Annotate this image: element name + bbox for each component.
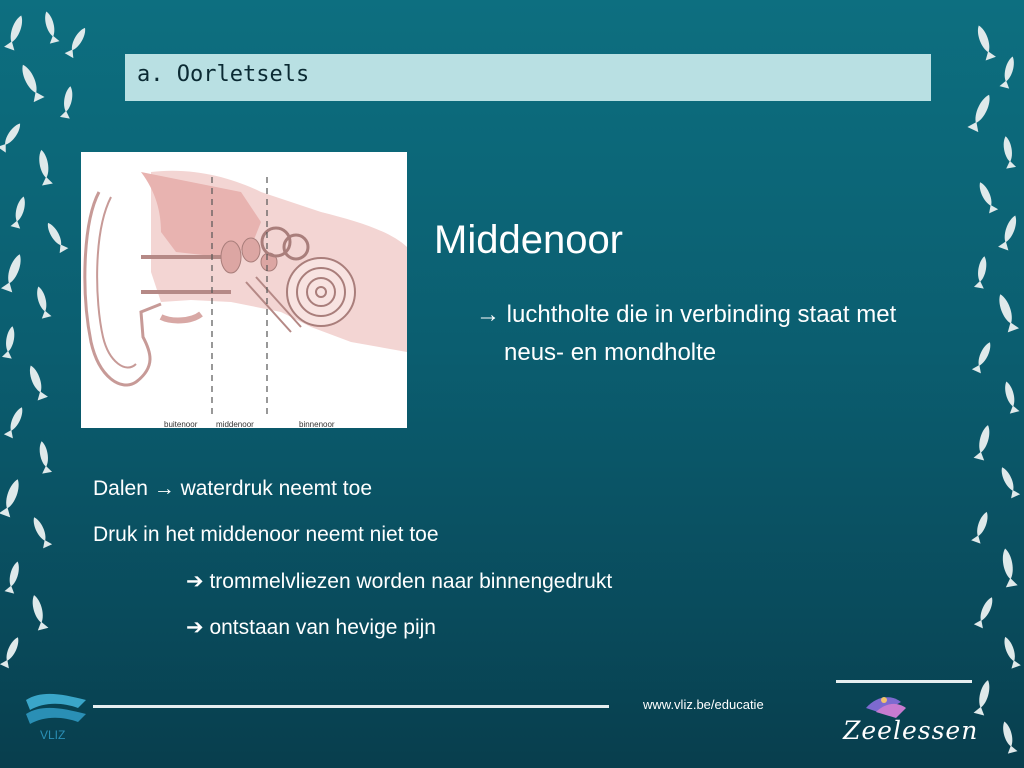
bold-arrow-icon: ➔ [186,616,204,639]
fish-border-right [964,0,1024,768]
definition-block [476,296,996,372]
definition-text-2: neus- en mondholte [504,339,717,366]
bullet-trommelvliezen [186,569,612,594]
slide-title: a. Oorletsels [137,62,310,87]
bullet-text: trommelvliezen worden naar binnengedrukt [209,570,613,593]
bullet-text-after: waterdruk neemt toe [180,477,372,500]
bullet-druk: Druk in het middenoor neemt niet toe [93,523,439,546]
arrow-icon: → [153,477,175,500]
ear-anatomy-figure [81,152,407,428]
definition-line-1 [476,296,996,334]
fish-border-left [0,0,92,768]
definition-text-1: luchtholte die in verbinding staat met [506,301,897,328]
vliz-logo-text: VLIZ [40,728,66,742]
slide-title-bar [125,54,931,101]
bold-arrow-icon: ➔ [186,570,204,593]
bullet-text-before: Dalen [93,477,148,500]
zeelessen-logo-text: Zeelessen [843,716,979,745]
bullet-pijn [186,615,436,640]
label-binnenoor: binnenoor [299,420,335,428]
vliz-logo [22,686,90,742]
section-heading: Middenoor [434,218,624,262]
footer-divider-left [93,705,609,708]
label-middenoor: middenoor [216,420,254,428]
bullet-text: ontstaan van hevige pijn [209,616,436,639]
footer-divider-right [836,680,972,683]
footer-url: www.vliz.be/educatie [643,697,764,712]
label-buitenoor: buitenoor [164,420,198,428]
bullet-dalen [93,477,372,501]
arrow-icon: → [476,301,500,328]
